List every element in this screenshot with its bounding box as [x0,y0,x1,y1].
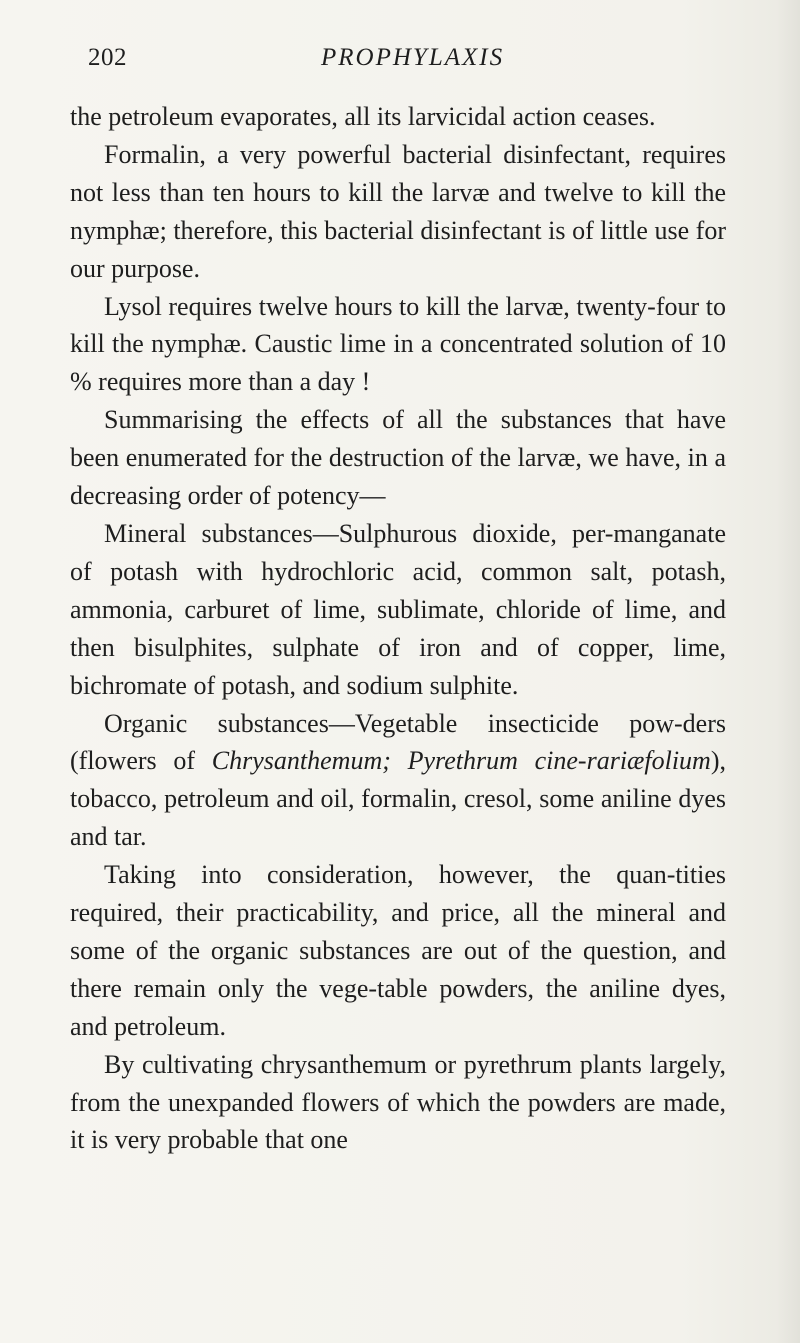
paragraph-mineral-substances: Mineral substances—Sulphurous dioxide, per-manganate of potash with hydrochloric acid, common salt, potash, ammonia, carburet of lime, sublimate, chloride of lime, and then bisulphites, sulphate of iron and of copper, lime, bichromate of potash, and sodium sulphite. [70,518,726,700]
paragraph-formalin: Formalin, a very powerful bacterial disinfectant, requires not less than ten hours to kill the larvæ and twelve to kill the nymphæ; therefore, this bacterial disinfectant is of little use for our purpose. [70,139,726,283]
paragraph-organic-substances [70,705,726,857]
body-text [70,98,726,1159]
paragraph-cultivating: By cultivating chrysanthemum or pyrethrum plants largely, from the unexpanded flowers of which the powders are made, it is very probable that one [70,1049,726,1155]
page-number: 202 [88,44,127,71]
paragraph-summary: Summarising the effects of all the substances that have been enumerated for the destruction of the larvæ, we have, in a decreasing order of potency— [70,405,726,511]
organic-lead-text: Organic substances—Vegetable insecticide pow-ders (flowers of [70,708,726,776]
paragraph-consideration: Taking into consideration, however, the quan-tities required, their practicability, and price, all the mineral and some of the organic substances are out of the question, and there remain only the vege-table powders, the aniline dyes, and petroleum. [70,860,726,1041]
paragraph-continuation: the petroleum evaporates, all its larvicidal action ceases. [70,102,656,131]
paragraph-lysol: Lysol requires twelve hours to kill the larvæ, twenty-four to kill the nymphæ. Caustic lime in a concentrated solution of 10 % requires more than a day ! [70,291,726,397]
running-title: PROPHYLAXIS [321,44,505,71]
running-head [88,44,708,80]
botanical-names: Chrysanthemum; Pyrethrum cine-rariæfolium [211,746,711,776]
organic-tail-text: ), tobacco, petroleum and oil, formalin, cresol, some aniline dyes and tar. [70,746,726,852]
